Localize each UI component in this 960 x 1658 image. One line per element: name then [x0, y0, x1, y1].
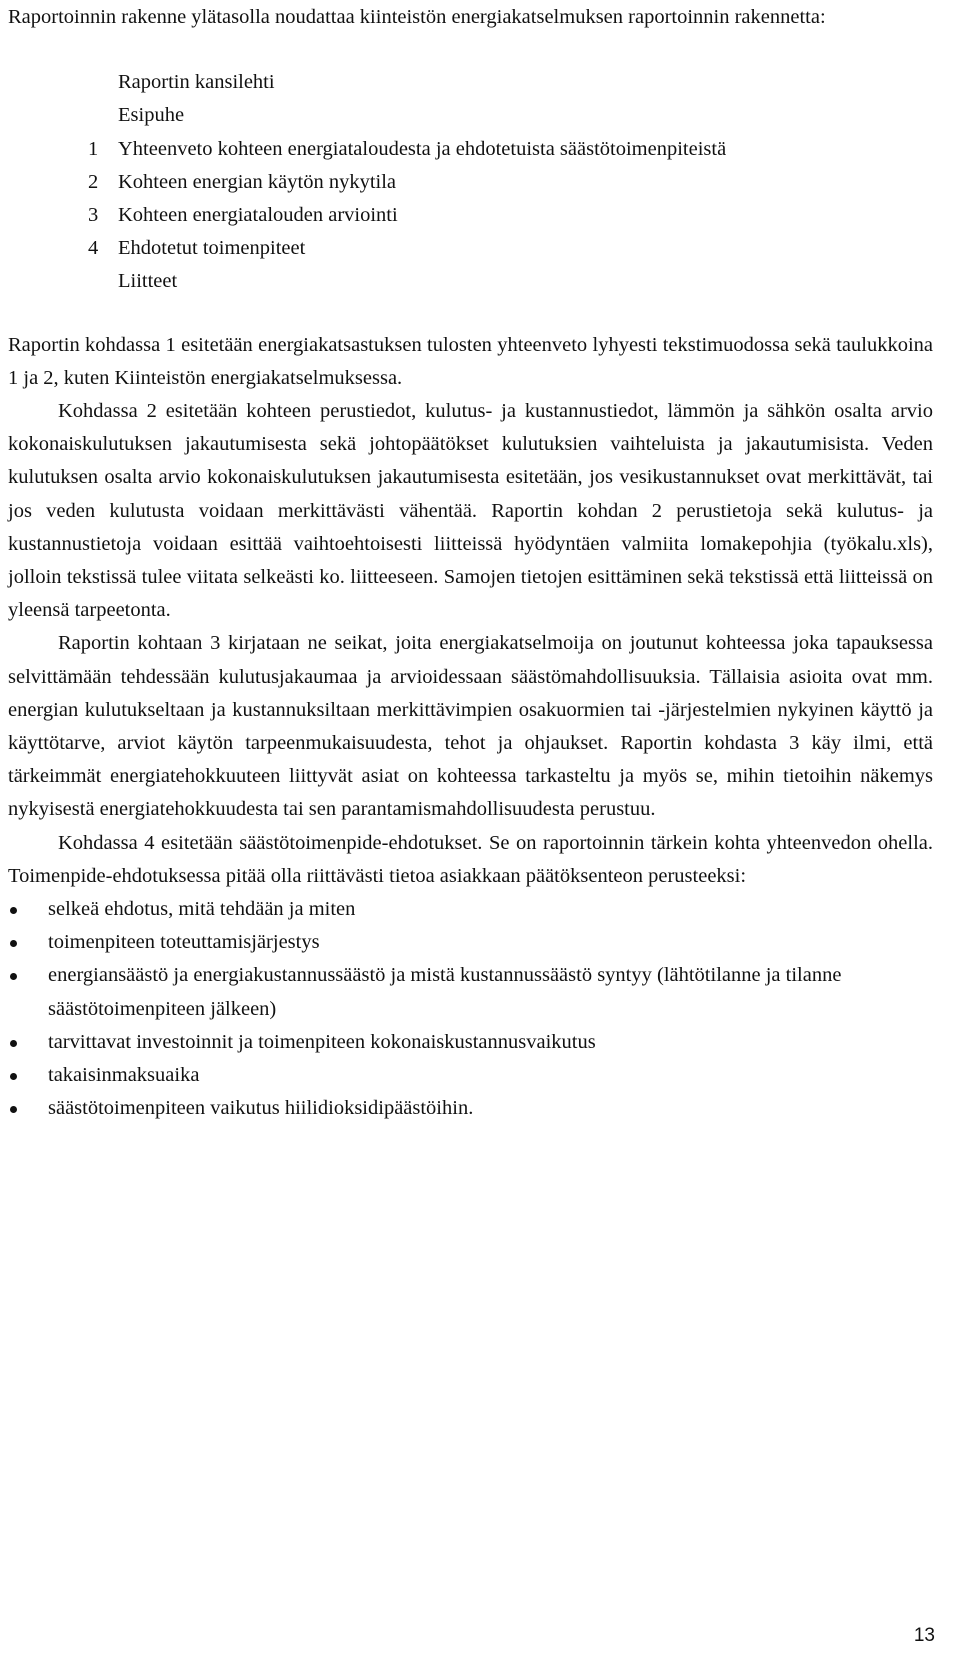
- bullet-icon: [10, 1106, 17, 1113]
- toc-item: [88, 166, 933, 199]
- toc-item-label: Yhteenveto kohteen energiataloudesta ja ehdotetuista säästötoimenpiteistä: [118, 137, 727, 160]
- intro-paragraph: Raportoinnin rakenne ylätasolla noudattaa kiinteistön energiakatselmuksen raportoinnin rakennetta:: [8, 6, 826, 28]
- list-item-text: selkeä ehdotus, mitä tehdään ja miten: [48, 898, 356, 921]
- body-paragraph: Kohdassa 2 esitetään kohteen perustiedot, kulutus- ja kustannustiedot, lämmön ja sähkön osalta arvio kokonaiskulutuksen jakautumisesta sekä johtopäätökset kulutuksien vaihteluista ja jakautumisista. Veden kulutuksen osalta arvio kokonaiskulutuksen jakautumisesta esitetään, jos vesikustannukset ovat merkittävät, tai jos veden kulutusta voidaan merkittävästi vähentää. Raportin kohdan 2 perustietoja sekä kulutus- ja kustannustietoja voidaan esittää vaihtoehtoisesti liitteissä hyödyntäen valmiita lomakepohjia (työkalu.xls), jolloin tekstissä tulee viitata selkeästi ko. liitteeseen. Samojen tietojen esittäminen sekä tekstissä että liitteissä on yleensä tarpeetonta.: [8, 400, 933, 622]
- list-item: [8, 893, 933, 926]
- proposal-requirements-list: [8, 893, 933, 1125]
- toc-item-label: Esipuhe: [118, 104, 185, 127]
- document-page: [8, 0, 933, 1126]
- toc-item: [88, 232, 933, 265]
- bullet-icon: [10, 940, 17, 947]
- toc-item-label: Liitteet: [118, 270, 178, 293]
- toc-item-label: Kohteen energian käytön nykytila: [118, 170, 397, 193]
- list-item: [8, 1026, 933, 1059]
- body-paragraph: Raportin kohtaan 3 kirjataan ne seikat, joita energiakatselmoija on joutunut kohteessa joka tapauksessa selvittämään tehdessään kulutusjakaumaa ja arvioidessaan säästömahdollisuuksia. Tällaisia asioita ovat mm. energian kulutukseltaan ja kustannuksiltaan merkittävimpien osakuormien tai -järjestelmien nykyinen käyttö ja käyttötarve, arviot käytön tarpeenmukaisuudesta, tehot ja ohjaukset. Raportin kohdasta 3 käy ilmi, että tärkeimmät energiatehokkuuteen liittyvät asiat on kohteessa tarkasteltu ja myös se, mihin tietoihin näkemys nykyisestä energiatehokkuudesta tai sen parantamismahdollisuudesta perustuu.: [8, 632, 933, 821]
- toc-item-label: Ehdotetut toimenpiteet: [118, 237, 306, 260]
- bullet-icon: [10, 907, 17, 914]
- body-paragraph: Raportin kohdassa 1 esitetään energiakatsastuksen tulosten yhteenveto lyhyesti tekstimuodossa sekä taulukkoina 1 ja 2, kuten Kiinteistön energiakatselmuksessa.: [8, 333, 933, 389]
- bullet-icon: [10, 1040, 17, 1047]
- list-item-text: takaisinmaksuaika: [48, 1064, 200, 1087]
- toc-item-number: 4: [88, 237, 99, 260]
- toc-item: [88, 265, 933, 298]
- toc-item: [88, 66, 933, 99]
- toc-item-number: 1: [88, 137, 99, 160]
- toc-item: [88, 133, 933, 166]
- toc-item-label: Raportin kansilehti: [118, 71, 275, 94]
- bullet-icon: [10, 973, 17, 980]
- list-item: [8, 1059, 933, 1092]
- list-item-text: toimenpiteen toteuttamisjärjestys: [48, 931, 320, 954]
- toc-item-number: 3: [88, 204, 99, 227]
- list-item-text: energiansäästö ja energiakustannussäästö ja mistä kustannussäästö syntyy (lähtötilanne ja tilanne säästötoimenpiteen jälkeen): [48, 964, 842, 1020]
- list-item: [8, 926, 933, 959]
- list-item: [8, 1092, 933, 1125]
- page-number: 13: [913, 1625, 935, 1646]
- list-item-text: säästötoimenpiteen vaikutus hiilidioksidipäästöihin.: [48, 1097, 474, 1120]
- report-structure-list: [8, 66, 933, 298]
- list-item: [8, 959, 933, 1025]
- toc-item: [88, 99, 933, 132]
- list-item-text: tarvittavat investoinnit ja toimenpiteen kokonaiskustannusvaikutus: [48, 1030, 596, 1053]
- toc-item-label: Kohteen energiatalouden arviointi: [118, 204, 398, 227]
- toc-item: [88, 199, 933, 232]
- bullet-icon: [10, 1073, 17, 1080]
- toc-item-number: 2: [88, 170, 99, 193]
- body-paragraph: Kohdassa 4 esitetään säästötoimenpide-ehdotukset. Se on raportoinnin tärkein kohta yhteenvedon ohella. Toimenpide-ehdotuksessa pitää olla riittävästi tietoa asiakkaan päätöksenteon perusteeksi:: [8, 831, 933, 887]
